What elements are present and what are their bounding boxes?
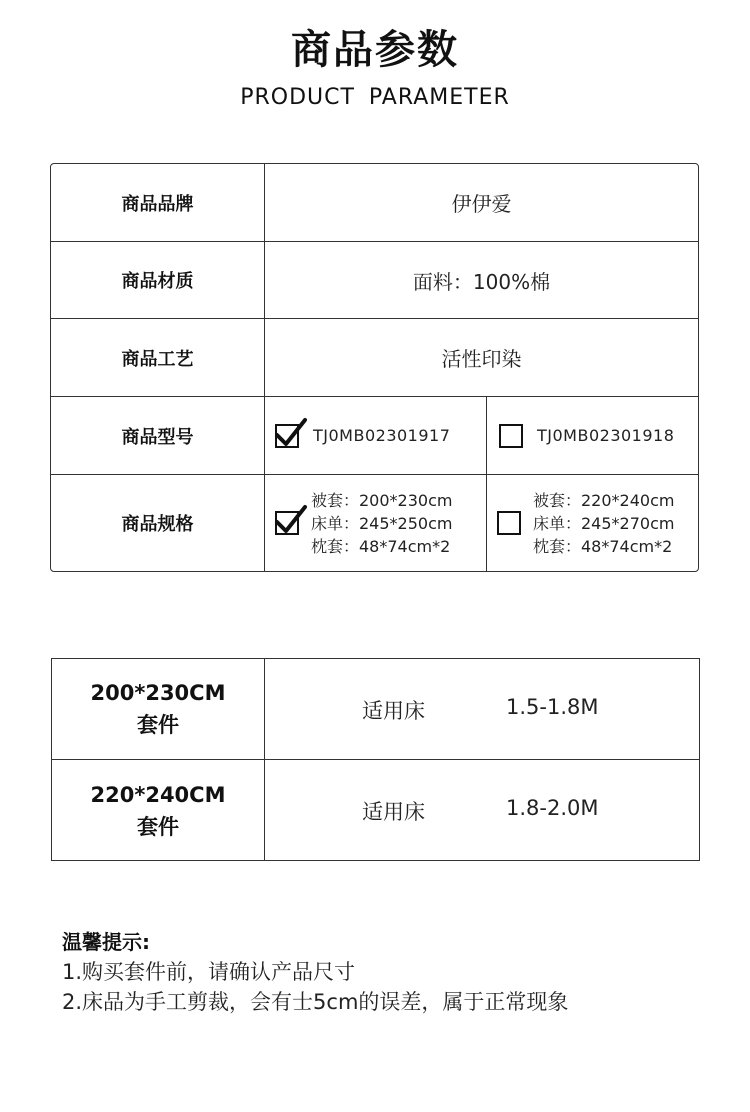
brand-value: 伊伊爱 <box>451 192 512 216</box>
checkmark-icon <box>274 504 308 538</box>
checkmark-icon <box>274 417 308 451</box>
craft-value: 活性印染 <box>441 347 522 371</box>
size-table <box>51 658 700 861</box>
model-code: TJ0MB02301917 <box>313 426 451 445</box>
size-value <box>265 760 699 861</box>
model-label: 商品型号 <box>51 397 265 474</box>
tip-item: 2.床品为手工剪裁，会有士5cm的误差，属于正常现象 <box>62 990 569 1014</box>
craft-row <box>51 319 698 397</box>
model-row <box>51 397 698 475</box>
size-dimension: 200*230CM <box>90 681 226 705</box>
checkbox-unchecked-icon[interactable] <box>499 424 523 448</box>
model-option-2[interactable] <box>487 397 698 474</box>
tips-section <box>62 927 712 1017</box>
size-label <box>52 659 265 759</box>
bed-label: 适用床 <box>362 800 425 824</box>
craft-label: 商品工艺 <box>51 319 265 396</box>
checkbox-unchecked-icon[interactable] <box>497 511 521 535</box>
size-set: 套件 <box>137 814 179 839</box>
material-label: 商品材质 <box>51 242 265 318</box>
tip-item: 1.购买套件前，请确认产品尺寸 <box>62 960 356 984</box>
bed-range: 1.8-2.0M <box>506 796 599 820</box>
model-option-1[interactable] <box>265 397 487 474</box>
spec-line: 枕套：48*74cm*2 <box>533 536 673 556</box>
size-row <box>52 659 699 760</box>
size-set: 套件 <box>137 713 179 737</box>
size-dimension: 220*240CM <box>90 782 226 807</box>
size-row <box>52 760 699 861</box>
size-label <box>52 760 265 861</box>
brand-row <box>51 164 698 242</box>
spec-line: 床单：245*250cm <box>311 513 453 533</box>
material-value: 面料：100%棉 <box>412 269 551 294</box>
spec-lines <box>311 489 452 558</box>
spec-line: 被套：220*240cm <box>533 490 675 510</box>
bed-label: 适用床 <box>362 699 425 723</box>
model-code: TJ0MB02301918 <box>537 426 675 445</box>
parameter-table <box>50 163 699 572</box>
brand-label: 商品品牌 <box>51 164 265 241</box>
checkbox-checked-icon[interactable] <box>275 424 299 448</box>
material-row <box>51 242 698 319</box>
tips-title: 温馨提示: <box>62 930 150 954</box>
spec-option-1[interactable] <box>265 475 487 571</box>
size-value <box>265 659 699 759</box>
page-title: 商品参数 <box>291 27 459 73</box>
spec-label: 商品规格 <box>51 475 265 571</box>
spec-option-2[interactable] <box>487 475 698 571</box>
spec-lines <box>533 489 674 558</box>
checkbox-checked-icon[interactable] <box>275 511 299 535</box>
bed-range: 1.5-1.8M <box>506 695 599 719</box>
page-subtitle: PRODUCT PARAMETER <box>240 85 510 110</box>
spec-line: 被套：200*230cm <box>311 490 453 510</box>
spec-line: 床单：245*270cm <box>533 513 675 533</box>
spec-row <box>51 475 698 571</box>
spec-line: 枕套：48*74cm*2 <box>311 536 451 556</box>
